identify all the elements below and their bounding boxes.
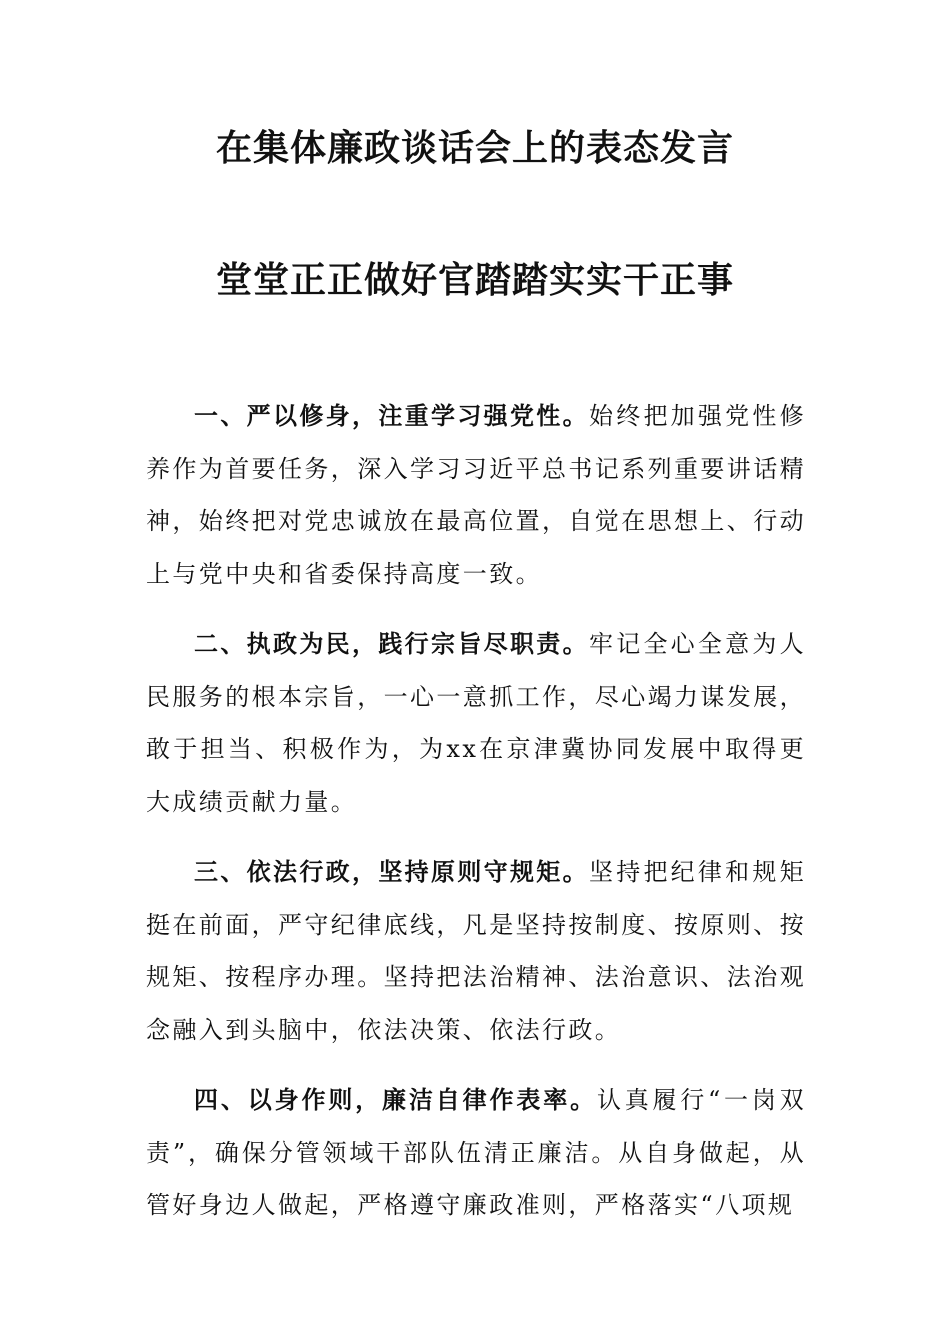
document-subtitle: 堂堂正正做好官踏踏实实干正事: [215, 259, 734, 301]
paragraph-2: [146, 618, 806, 828]
paragraph-4-text: 认真履行“一岗双责”，确保分管领域干部队伍清正廉洁。从自身做起，从管好身边人做起，严格遵守廉政准则，严格落实“八项规: [146, 1086, 806, 1219]
paragraph-4-heading: 四、以身作则，廉洁自律作表率。: [194, 1086, 597, 1114]
paragraph-3: [146, 846, 806, 1056]
document-body: [146, 390, 806, 1250]
paragraph-3-heading: 三、依法行政，坚持原则守规矩。: [194, 858, 589, 886]
paragraph-2-heading: 二、执政为民，践行宗旨尽职责。: [194, 630, 589, 658]
paragraph-1: [146, 390, 806, 600]
paragraph-4: [146, 1074, 806, 1232]
paragraph-2-text: 牢记全心全意为人民服务的根本宗旨，一心一意抓工作，尽心竭力谋发展，敢于担当、积极作为，为xx在京津冀协同发展中取得更大成绩贡献力量。: [146, 630, 807, 816]
paragraph-1-text: 始终把加强党性修养作为首要任务，深入学习习近平总书记系列重要讲话精神，始终把对党忠诚放在最高位置，自觉在思想上、行动上与党中央和省委保持高度一致。: [146, 402, 807, 588]
paragraph-1-heading: 一、严以修身，注重学习强党性。: [194, 402, 589, 430]
document-title: 在集体廉政谈话会上的表态发言: [215, 127, 734, 169]
paragraph-3-text: 坚持把纪律和规矩挺在前面，严守纪律底线，凡是坚持按制度、按原则、按规矩、按程序办理。坚持把法治精神、法治意识、法治观念融入到头脑中，依法决策、依法行政。: [146, 858, 807, 1044]
